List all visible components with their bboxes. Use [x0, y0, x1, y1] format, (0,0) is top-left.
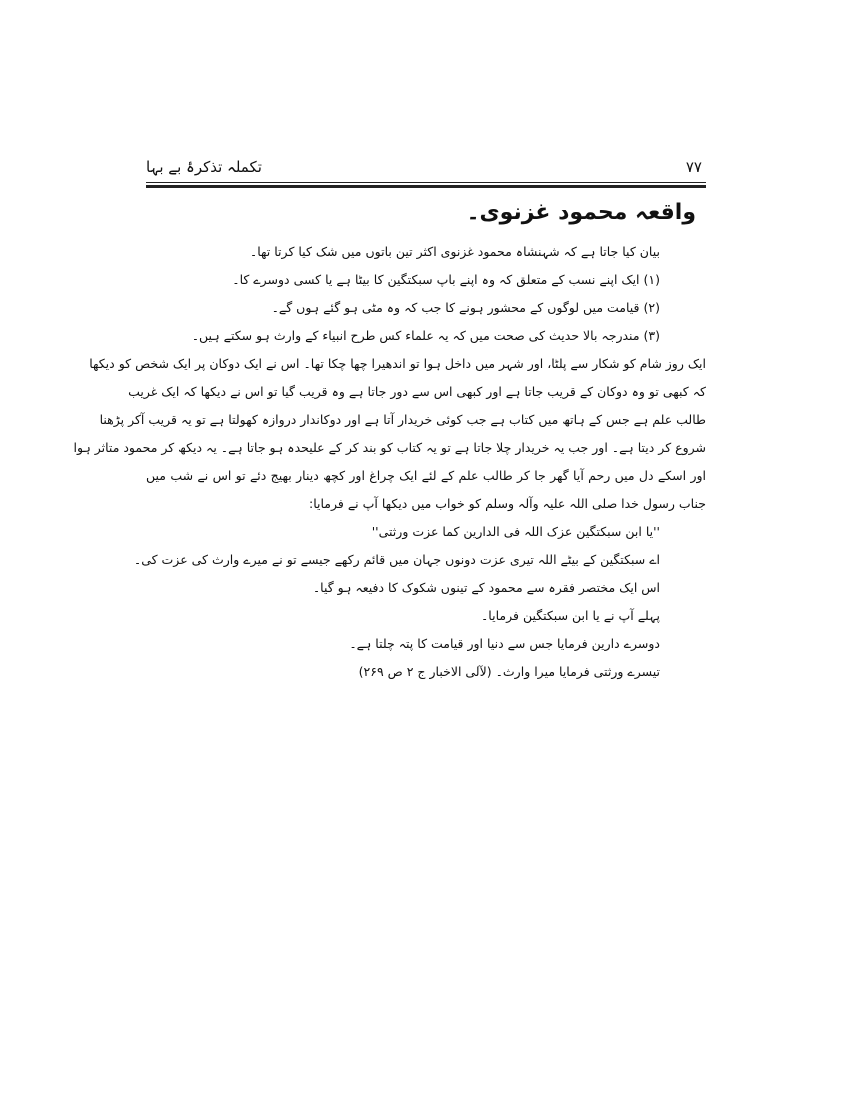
doubt-3: (۳) مندرجہ بالا حدیث کی صحت میں کہ یہ علماء کس طرح انبیاء کے وارث ہو سکتے ہیں۔ — [191, 328, 660, 343]
doubt-1: (۱) ایک اپنے نسب کے متعلق کہ وہ اپنے باپ سبکتگین کا بیٹا ہے یا کسی دوسرے کا۔ — [232, 272, 660, 287]
page-header — [146, 158, 706, 184]
story-line: طالب علم ہے جس کے ہاتھ میں کتاب ہے جب کوئی خریدار آتا ہے اور دوکاندار دروازہ کھولتا ہے تو یہ قریب آکر پڑھنا — [99, 412, 706, 427]
story-line: اور اسکے دل میں رحم آیا گھر جا کر طالب علم کے لئے ایک چراغ اور کچھ دینار بھیج دئے تو اس نے شب میں — [146, 468, 706, 483]
closing-line: دوسرے دارین فرمایا جس سے دنیا اور قیامت کا پتہ چلتا ہے۔ — [349, 636, 660, 651]
closing-line: اے سبکتگین کے بیٹے اللہ تیری عزت دونوں جہان میں قائم رکھے جیسے تو نے میرے وارث کی عزت کی۔ — [133, 552, 660, 567]
doubt-2: (۲) قیامت میں لوگوں کے محشور ہونے کا جب کہ وہ مٹی ہو گئے ہوں گے۔ — [271, 300, 660, 315]
closing-line: پہلے آپ نے یا ابن سبکتگین فرمایا۔ — [480, 608, 660, 623]
intro-line: بیان کیا جاتا ہے کہ شہنشاہ محمود غزنوی اکثر تین باتوں میں شک کیا کرتا تھا۔ — [249, 244, 660, 259]
section-heading: واقعہ محمود غزنوی۔ — [466, 200, 696, 225]
closing-line: اس ایک مختصر فقرہ سے محمود کے تینوں شکوک کا دفیعہ ہو گیا۔ — [312, 580, 660, 595]
story-line: کہ کبھی تو وہ دوکان کے قریب جاتا ہے اور کبھی اس سے دور جاتا ہے وہ قریب گیا تو اس نے دیکھا کہ ایک غریب — [128, 384, 706, 399]
page-number: ۷۷ — [685, 158, 702, 176]
page-content — [73, 196, 706, 686]
story-line: جناب رسول خدا صلی اللہ علیہ وآلہ وسلم کو خواب میں دیکھا آپ نے فرمایا: — [309, 496, 706, 511]
story-line: شروع کر دیتا ہے۔ اور جب یہ خریدار چلا جاتا ہے تو یہ کتاب کو بند کر کے علیحدہ ہو جاتا ہے۔ یہ دیکھ کر محمود متاثر ہوا — [73, 440, 706, 455]
closing-line: تیسرے ورثتی فرمایا میرا وارث۔ (لآلی الاخبار ج ۲ ص ۲۶۹) — [358, 664, 660, 679]
header-rule-thin — [146, 182, 706, 183]
quote: ''یا ابن سبکتگین عزک اللہ فی الدارین کما عزت ورثتی'' — [371, 524, 660, 539]
book-title: تکملہ تذکرۂ بے بہا — [146, 158, 262, 176]
story-line: ایک روز شام کو شکار سے پلٹا، اور شہر میں داخل ہوا تو اندھیرا چھا چکا تھا۔ اس نے ایک دوکان پر ایک شخص کو دیکھا — [89, 356, 706, 371]
header-rule-thick — [146, 185, 706, 188]
